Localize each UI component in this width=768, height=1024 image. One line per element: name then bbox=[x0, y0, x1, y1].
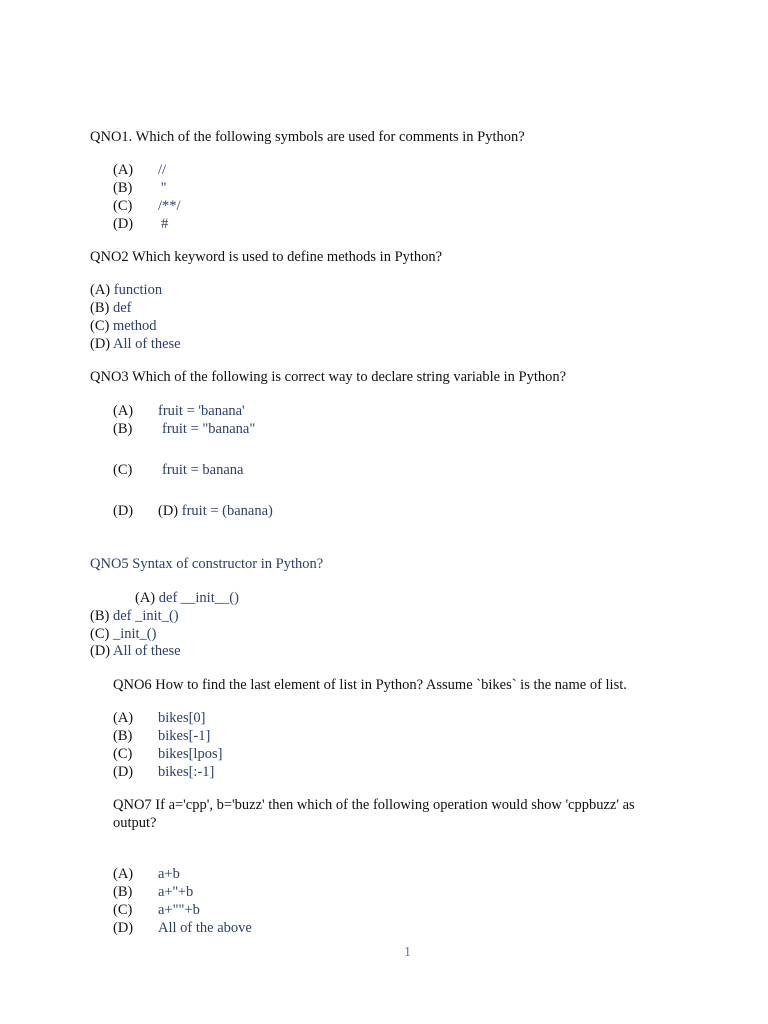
q2-option-a bbox=[90, 281, 162, 299]
option-text: a+b bbox=[158, 866, 180, 882]
option-label: (D) bbox=[113, 216, 134, 232]
option-text: '' bbox=[161, 180, 167, 196]
question-6: QNO6 How to find the last element of list in Python? Assume `bikes` is the name of list. bbox=[113, 677, 627, 693]
q6-option-c bbox=[113, 745, 222, 763]
option-text: fruit = (banana) bbox=[181, 503, 273, 519]
q7-option-d bbox=[113, 919, 252, 937]
option-label: (A) bbox=[113, 162, 134, 178]
option-label: (C) bbox=[113, 198, 133, 214]
option-label: (A) bbox=[113, 403, 134, 419]
option-label: (C) bbox=[90, 626, 110, 642]
option-label: (B) bbox=[90, 608, 110, 624]
option-text: fruit = 'banana' bbox=[158, 403, 245, 419]
q1-option-d bbox=[113, 215, 168, 233]
option-text: All of these bbox=[112, 643, 181, 659]
option-label: (A) bbox=[90, 282, 111, 298]
q2-option-c bbox=[90, 317, 156, 335]
option-label: (C) bbox=[90, 318, 110, 334]
option-text: def __init__() bbox=[158, 590, 239, 606]
option-label: (B) bbox=[113, 728, 133, 744]
option-text: All of the above bbox=[158, 920, 252, 936]
q1-option-c bbox=[113, 197, 181, 215]
question-5: QNO5 Syntax of constructor in Python? bbox=[90, 556, 324, 572]
option-text: fruit = "banana" bbox=[162, 421, 256, 437]
option-text: bikes[:-1] bbox=[158, 764, 215, 780]
q6-option-a bbox=[113, 709, 206, 727]
q7-option-a bbox=[113, 865, 180, 883]
option-text: def _init_() bbox=[112, 608, 179, 624]
q5-option-b bbox=[90, 607, 179, 625]
q1-option-b bbox=[113, 179, 166, 197]
option-label: (A) bbox=[135, 590, 156, 606]
option-label: (A) bbox=[113, 710, 134, 726]
q7-option-c bbox=[113, 901, 200, 919]
question-7-line-1: QNO7 If a='cpp', b='buzz' then which of the following operation would show 'cppbuzz' as bbox=[113, 797, 635, 813]
option-label: (C) bbox=[113, 462, 133, 478]
option-label: (B) bbox=[90, 300, 110, 316]
question-1: QNO1. Which of the following symbols are used for comments in Python? bbox=[90, 129, 525, 145]
option-text: bikes[0] bbox=[158, 710, 206, 726]
option-text: function bbox=[113, 282, 163, 298]
option-text: method bbox=[112, 318, 157, 334]
option-label: (B) bbox=[113, 421, 133, 437]
option-label: (D) bbox=[113, 503, 134, 519]
q6-option-b bbox=[113, 727, 210, 745]
option-text: a+''+b bbox=[158, 884, 194, 900]
q3-option-a bbox=[113, 402, 245, 420]
q5-option-d bbox=[90, 642, 181, 660]
question-7-line-2: output? bbox=[113, 815, 157, 831]
option-text: def bbox=[112, 300, 132, 316]
option-label: (D) bbox=[113, 764, 134, 780]
option-text: bikes[-1] bbox=[158, 728, 211, 744]
option-text: // bbox=[158, 162, 167, 178]
question-2: QNO2 Which keyword is used to define methods in Python? bbox=[90, 249, 443, 265]
question-3: QNO3 Which of the following is correct way to declare string variable in Python? bbox=[90, 369, 567, 385]
q6-option-d bbox=[113, 763, 214, 781]
option-text: a+""+b bbox=[158, 902, 200, 918]
option-label: (D) bbox=[90, 643, 111, 659]
option-text: All of these bbox=[112, 336, 181, 352]
q1-option-a bbox=[113, 161, 166, 179]
option-text: # bbox=[161, 216, 169, 232]
q7-option-b bbox=[113, 883, 193, 901]
option-label: (A) bbox=[113, 866, 134, 882]
option-label: (C) bbox=[113, 902, 133, 918]
option-label: (B) bbox=[113, 884, 133, 900]
option-label: (D) bbox=[90, 336, 111, 352]
option-text: bikes[lpos] bbox=[158, 746, 223, 762]
option-label: (B) bbox=[113, 180, 133, 196]
q2-option-d bbox=[90, 335, 181, 353]
option-label: (C) bbox=[113, 746, 133, 762]
q3-option-b bbox=[113, 420, 255, 438]
q3-option-d bbox=[113, 502, 273, 520]
option-label: (D) bbox=[113, 920, 134, 936]
option-text: _init_() bbox=[112, 626, 157, 642]
q5-option-a bbox=[135, 589, 239, 607]
option-prefix: (D) bbox=[158, 503, 179, 519]
option-text: fruit = banana bbox=[162, 462, 244, 478]
q2-option-b bbox=[90, 299, 131, 317]
option-text: /**/ bbox=[158, 198, 181, 214]
q3-option-c bbox=[113, 461, 243, 479]
page-number: 1 bbox=[404, 945, 411, 960]
q5-option-c bbox=[90, 625, 156, 643]
